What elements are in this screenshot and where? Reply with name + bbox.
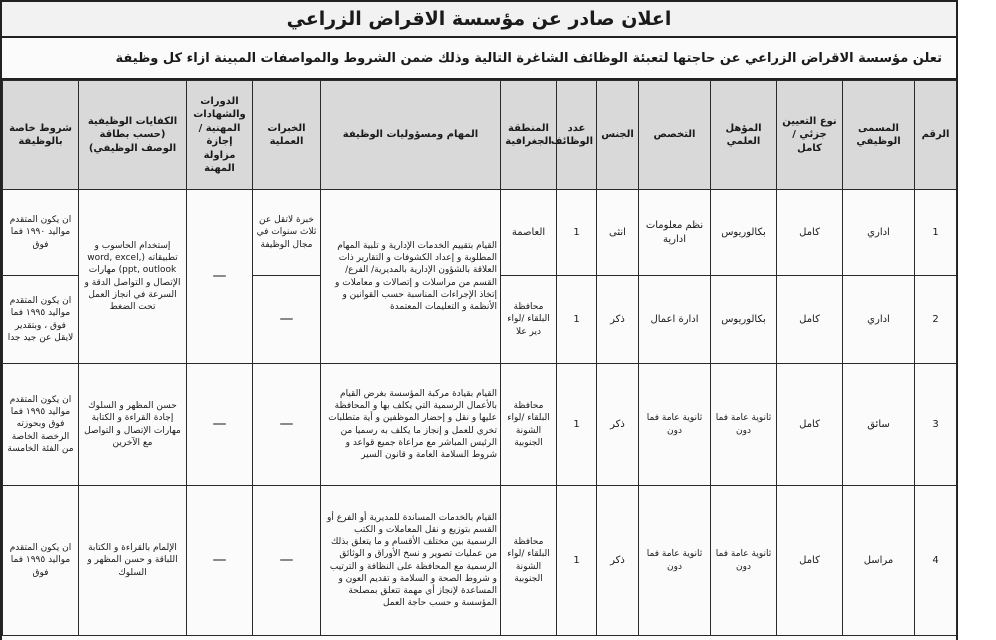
header-skills: الكفايات الوظيفية (حسب بطاقة الوصف الوظيفي) xyxy=(79,81,187,190)
row-skills: حسن المظهر و السلوك إجادة القراءة و الكتابة مهارات الإتصال و التواصل مع الآخرين xyxy=(79,364,187,486)
row-num: 3 xyxy=(915,364,957,486)
row-region: محافظة البلقاء /لواء الشونة الجنوبية xyxy=(501,364,557,486)
row-skills: إستخدام الحاسوب و تطبيقاته (word, excel, ppt, outlook) مهارات الإتصال و التواصل الدقة و السرعة في انجاز العمل تحت الضغط xyxy=(79,190,187,364)
row-major: نظم معلومات ادارية xyxy=(639,190,711,276)
header-count: عدد الوظائف xyxy=(557,81,597,190)
row-courses: — xyxy=(187,364,253,486)
row-duties: القيام بقيادة مركبة المؤسسة بغرض القيام بالأعمال الرسمية التي يكلف بها و المحافظة عليها و نقل و إحضار الموظفين و أية متطلبات تخري للعمل و إنجاز ما يكلف به رسميا من الرئيس المباشر مع مراعاة جميع قواعد و شروط السلامة العامة و قانون السير xyxy=(321,364,501,486)
table-row xyxy=(3,190,957,276)
header-type: نوع التعيين جزئي / كامل xyxy=(777,81,843,190)
row-qualification: بكالوريوس xyxy=(711,190,777,276)
header-title: المسمى الوظيفي xyxy=(843,81,915,190)
header-region: المنطقة الجغرافية xyxy=(501,81,557,190)
row-num: 2 xyxy=(915,276,957,364)
header-experience: الخبرات العملية xyxy=(253,81,321,190)
row-gender: انثى xyxy=(597,190,639,276)
row-qualification: بكالوريوس xyxy=(711,276,777,364)
intro-bar xyxy=(2,38,956,80)
row-region: محافظة البلقاء /لواء الشونة الجنوبية xyxy=(501,486,557,636)
row-conditions: ان يكون المتقدم مواليد ١٩٩٥ فما فوق ، وبتقدير لايقل عن جيد جدا xyxy=(3,276,79,364)
row-experience: — xyxy=(253,486,321,636)
row-count: 1 xyxy=(557,486,597,636)
row-experience: — xyxy=(253,276,321,364)
row-region: محافظة البلقاء /لواء دير علا xyxy=(501,276,557,364)
row-conditions: ان يكون المتقدم مواليد ١٩٩٥ فما فوق xyxy=(3,486,79,636)
header-duties: المهام ومسؤوليات الوظيفة xyxy=(321,81,501,190)
row-gender: ذكر xyxy=(597,276,639,364)
row-duties: القيام بتقييم الخدمات الإدارية و تلبية المهام المطلوبة و إعداد الكشوفات و التقارير ذات العلاقة بالشؤون الإدارية بالمديرية/ الفرع/ القسم من مراسلات و إتصالات و معاملات و إتخاذ الإجراءات المناسبة حسب القوانين و الأنظمة و التعليمات المعتمدة xyxy=(321,190,501,364)
row-qualification: ثانوية عامة فما دون xyxy=(711,486,777,636)
row-title: اداري xyxy=(843,190,915,276)
intro-text: تعلن مؤسسة الاقراض الزراعي عن حاجتها لتعبئة الوظائف الشاغرة التالية وذلك ضمن الشروط والمواصفات المبينة ازاء كل وظيفة xyxy=(115,50,942,66)
row-experience: خبرة لاتقل عن ثلاث سنوات في مجال الوظيفة xyxy=(253,190,321,276)
row-duties: القيام بالخدمات المساندة للمديرية أو الفرع أو القسم بتوزيع و نقل المعاملات و الكتب الرسمية بين مختلف الأقسام و ما يتعلق بذلك من عمليات تصوير و نسخ الأوراق و الوثائق الرسمية مع المحافظة على النظافة و الترتيب و شروط الصحة و السلامة و تقديم العون و المساعدة لإنجاز أي مهمة تتعلق بمصلحة المؤسسة و حسب حاجة العمل xyxy=(321,486,501,636)
row-experience: — xyxy=(253,364,321,486)
row-num: 1 xyxy=(915,190,957,276)
table-row xyxy=(3,364,957,486)
row-courses: — xyxy=(187,486,253,636)
row-gender: ذكر xyxy=(597,486,639,636)
row-title: اداري xyxy=(843,276,915,364)
row-major: ثانوية عامة فما دون xyxy=(639,486,711,636)
row-major: ثانوية عامة فما دون xyxy=(639,364,711,486)
page-title: اعلان صادر عن مؤسسة الاقراض الزراعي xyxy=(286,8,672,30)
row-count: 1 xyxy=(557,190,597,276)
header-major: التخصص xyxy=(639,81,711,190)
row-gender: ذكر xyxy=(597,364,639,486)
row-skills: الإلمام بالقراءة و الكتابة اللباقة و حسن المظهر و السلوك xyxy=(79,486,187,636)
row-major: ادارة اعمال xyxy=(639,276,711,364)
row-type: كامل xyxy=(777,364,843,486)
header-courses: الدورات والشهادات المهنية / إجازة مزاولة المهنة xyxy=(187,81,253,190)
header-conditions: شروط خاصة بالوظيفة xyxy=(3,81,79,190)
row-count: 1 xyxy=(557,276,597,364)
table-header-row xyxy=(3,81,957,190)
table-row xyxy=(3,486,957,636)
header-gender: الجنس xyxy=(597,81,639,190)
row-type: كامل xyxy=(777,190,843,276)
header-qualification: المؤهل العلمي xyxy=(711,81,777,190)
header-num: الرقم xyxy=(915,81,957,190)
jobs-table xyxy=(2,80,957,636)
row-conditions: ان يكون المتقدم مواليد ١٩٩٠ فما فوق xyxy=(3,190,79,276)
row-type: كامل xyxy=(777,486,843,636)
row-courses: — xyxy=(187,190,253,364)
row-type: كامل xyxy=(777,276,843,364)
row-count: 1 xyxy=(557,364,597,486)
title-bar xyxy=(2,0,956,38)
row-region: العاصمة xyxy=(501,190,557,276)
row-conditions: ان يكون المتقدم مواليد ١٩٩٥ فما فوق وبحوزته الرخصة الخاصة من الفئة الخامسة xyxy=(3,364,79,486)
row-num: 4 xyxy=(915,486,957,636)
row-title: سائق xyxy=(843,364,915,486)
row-qualification: ثانوية عامة فما دون xyxy=(711,364,777,486)
row-title: مراسل xyxy=(843,486,915,636)
